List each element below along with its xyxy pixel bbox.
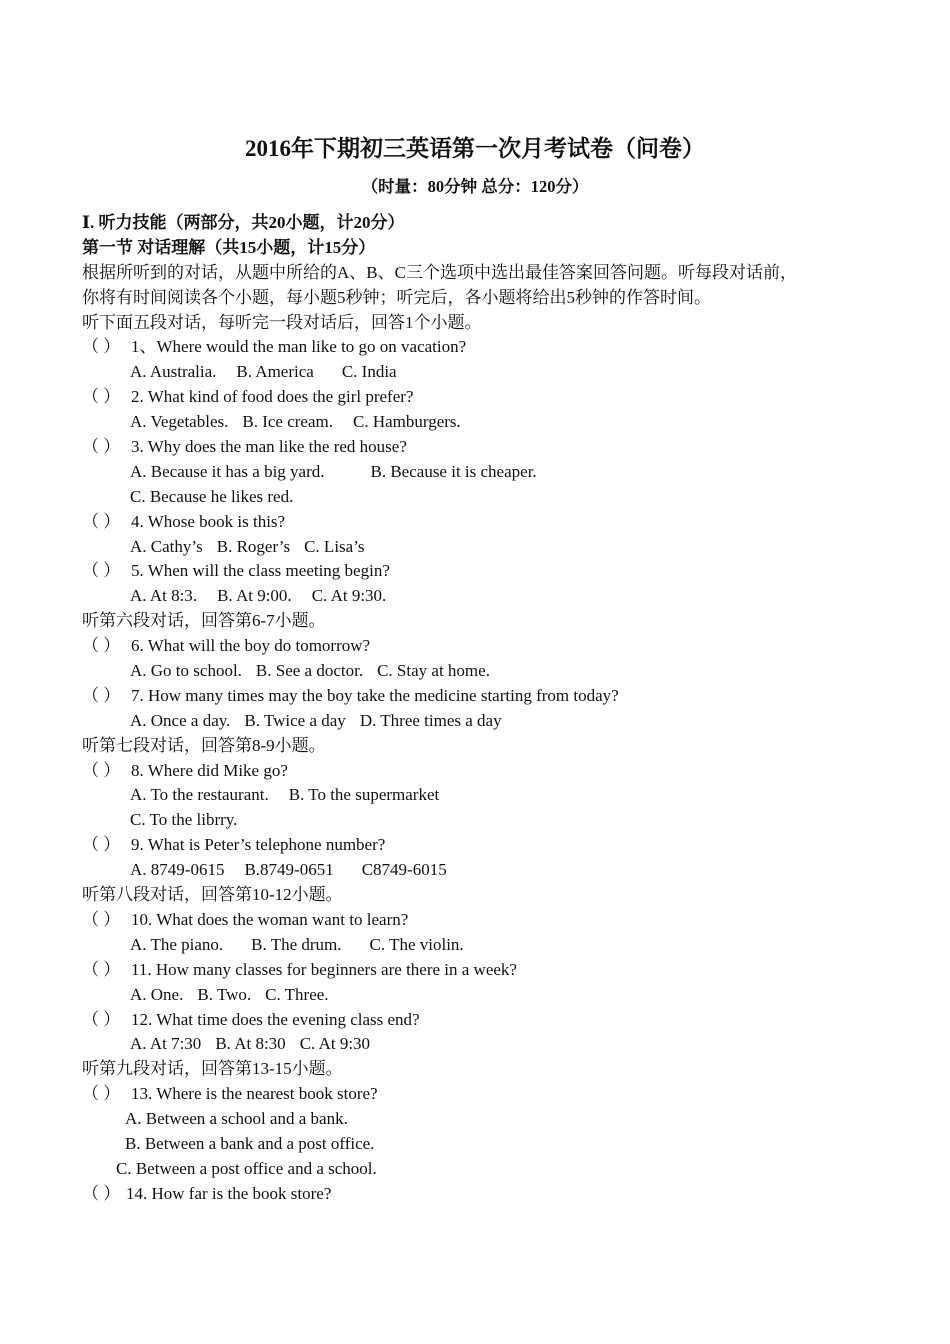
- option: C. Three.: [265, 984, 329, 1004]
- question-8-options: [82, 808, 882, 833]
- option: A. To the restaurant.: [130, 785, 269, 805]
- option: C8749-6015: [361, 860, 447, 880]
- option: B. At 9:00.: [217, 586, 292, 606]
- question-2: [82, 385, 882, 410]
- option: C. Hamburgers.: [352, 412, 461, 432]
- option: C. Lisa’s: [304, 536, 365, 556]
- exam-subtitle: （时量：80分钟 总分：120分）: [361, 177, 589, 196]
- option: B. Roger’s: [216, 536, 291, 556]
- question-3-options: [82, 460, 882, 485]
- option: C. At 9:30: [299, 1034, 371, 1054]
- option: B. See a doctor.: [255, 661, 364, 681]
- question-11-options: [82, 983, 882, 1008]
- listening-note: 听第九段对话，回答第13-15小题。: [82, 1059, 343, 1079]
- question-text: 9. What is Peter’s telephone number?: [131, 835, 386, 855]
- option: B. Because it is cheaper.: [370, 461, 537, 481]
- instruction-line: 听下面五段对话，每听完一段对话后，回答1个小题。: [82, 312, 482, 332]
- question-12-options: [82, 1032, 882, 1057]
- option: A. 8749-0615: [130, 860, 225, 880]
- answer-blank[interactable]: （ ）: [82, 909, 121, 929]
- question-text: 12. What time does the evening class end?: [131, 1009, 420, 1029]
- question-1-options: [82, 360, 882, 385]
- option: C. Between a post office and a school.: [116, 1158, 377, 1178]
- question-4-options: [82, 535, 882, 560]
- option: A. At 7:30: [130, 1034, 202, 1054]
- answer-blank[interactable]: （ ）: [82, 636, 121, 656]
- question-13: [82, 1082, 882, 1107]
- option: B. The drum.: [251, 934, 342, 954]
- listening-note: 听第七段对话，回答第8-9小题。: [82, 735, 326, 755]
- option: A. At 8:3.: [130, 586, 198, 606]
- question-5: [82, 559, 882, 584]
- answer-blank[interactable]: （ ）: [82, 959, 121, 979]
- listening-note: 听第六段对话，回答第6-7小题。: [82, 611, 326, 631]
- question-8-options: [82, 783, 882, 808]
- option: B. At 8:30: [215, 1034, 286, 1054]
- option: C. To the librry.: [130, 810, 238, 830]
- option: C. Stay at home.: [377, 661, 490, 681]
- option: B. Between a bank and a post office.: [125, 1133, 375, 1153]
- option: A. Between a school and a bank.: [125, 1109, 348, 1129]
- answer-blank[interactable]: （ ）: [82, 511, 121, 531]
- question-text: 14. How far is the book store?: [126, 1183, 332, 1203]
- question-13-options: [82, 1157, 882, 1182]
- question-2-options: [82, 410, 882, 435]
- option: C. The violin.: [369, 934, 464, 954]
- question-11: [82, 958, 882, 983]
- answer-blank[interactable]: （ ）: [82, 1084, 121, 1104]
- option: A. Vegetables.: [130, 412, 229, 432]
- question-14: [82, 1182, 882, 1207]
- section-heading: Ⅰ. 听力技能（两部分，共20小题，计20分）: [82, 213, 405, 232]
- question-text: 3. Why does the man like the red house?: [131, 437, 407, 457]
- option: A. Go to school.: [130, 661, 242, 681]
- question-5-options: [82, 584, 882, 609]
- option: B. Two.: [197, 984, 252, 1004]
- question-8: [82, 759, 882, 784]
- question-10-options: [82, 933, 882, 958]
- answer-blank[interactable]: （ ）: [82, 1183, 121, 1203]
- exam-body: [82, 211, 882, 1207]
- answer-blank[interactable]: （ ）: [82, 685, 121, 705]
- question-text: 4. Whose book is this?: [131, 511, 286, 531]
- question-13-options: [82, 1107, 882, 1132]
- question-13-options: [82, 1132, 882, 1157]
- question-6: [82, 634, 882, 659]
- instruction-line: 你将有时间阅读各个小题，每小题5秒钟；听完后，各小题将给出5秒钟的作答时间。: [82, 287, 711, 307]
- option: C. At 9:30.: [311, 586, 387, 606]
- question-text: 10. What does the woman want to learn?: [131, 909, 409, 929]
- option: A. Australia.: [130, 362, 217, 382]
- option: B. Twice a day: [244, 710, 346, 730]
- answer-blank[interactable]: （ ）: [82, 337, 121, 357]
- question-text: 7. How many times may the boy take the medicine starting from today?: [131, 685, 619, 705]
- option: B. Ice cream.: [242, 412, 333, 432]
- option: A. One.: [130, 984, 184, 1004]
- option: B. America: [236, 362, 314, 382]
- answer-blank[interactable]: （ ）: [82, 760, 121, 780]
- question-6-options: [82, 659, 882, 684]
- option: C. India: [341, 362, 397, 382]
- question-7-options: [82, 709, 882, 734]
- question-text: 8. Where did Mike go?: [131, 760, 288, 780]
- question-text: 2. What kind of food does the girl prefer?: [131, 387, 414, 407]
- answer-blank[interactable]: （ ）: [82, 387, 121, 407]
- question-text: 6. What will the boy do tomorrow?: [131, 636, 371, 656]
- question-4: [82, 510, 882, 535]
- listening-note: 听第八段对话，回答第10-12小题。: [82, 885, 343, 905]
- exam-title: 2016年下期初三英语第一次月考试卷（问卷）: [245, 136, 705, 161]
- answer-blank[interactable]: （ ）: [82, 1009, 121, 1029]
- answer-blank[interactable]: （ ）: [82, 835, 121, 855]
- option: D. Three times a day: [359, 710, 502, 730]
- question-3-options: [82, 485, 882, 510]
- option: A. Cathy’s: [130, 536, 203, 556]
- question-9: [82, 833, 882, 858]
- option: B. To the supermarket: [288, 785, 440, 805]
- option: A. Once a day.: [130, 710, 231, 730]
- question-text: 1、Where would the man like to go on vacation?: [131, 337, 467, 357]
- option: C. Because he likes red.: [130, 486, 294, 506]
- question-3: [82, 435, 882, 460]
- answer-blank[interactable]: （ ）: [82, 561, 121, 581]
- question-text: 13. Where is the nearest book store?: [131, 1084, 378, 1104]
- part-heading: 第一节 对话理解（共15小题，计15分）: [82, 237, 376, 257]
- option: A. Because it has a big yard.: [130, 461, 325, 481]
- option: A. The piano.: [130, 934, 224, 954]
- question-10: [82, 908, 882, 933]
- answer-blank[interactable]: （ ）: [82, 437, 121, 457]
- question-12: [82, 1008, 882, 1033]
- question-text: 11. How many classes for beginners are there in a week?: [131, 959, 517, 979]
- instruction-line: 根据所听到的对话，从题中所给的A、B、C三个选项中选出最佳答案回答问题。听每段对话前，: [82, 262, 797, 282]
- question-7: [82, 684, 882, 709]
- option: B.8749-0651: [244, 860, 334, 880]
- question-1: [82, 335, 882, 360]
- question-9-options: [82, 858, 882, 883]
- question-text: 5. When will the class meeting begin?: [131, 561, 390, 581]
